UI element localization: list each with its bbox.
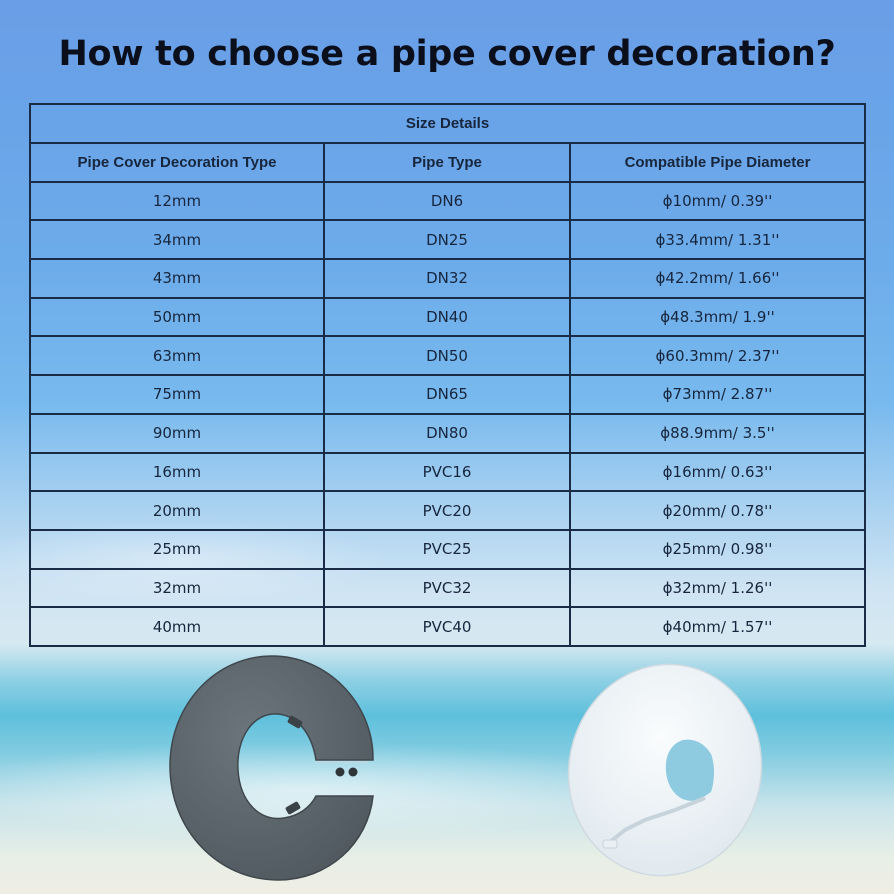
cell-cover-type: 25mm — [30, 530, 324, 569]
header-cover-type: Pipe Cover Decoration Type — [30, 143, 324, 182]
cell-cover-type: 63mm — [30, 336, 324, 375]
cell-pipe-diameter: ϕ60.3mm/ 2.37'' — [570, 336, 865, 375]
cell-cover-type: 34mm — [30, 220, 324, 259]
table-row — [30, 491, 865, 530]
cell-cover-type: 20mm — [30, 491, 324, 530]
cell-pipe-type: PVC40 — [324, 607, 570, 646]
cell-pipe-type: PVC25 — [324, 530, 570, 569]
size-details-table — [29, 103, 866, 647]
table-row — [30, 569, 865, 608]
cell-cover-type: 16mm — [30, 453, 324, 492]
cell-cover-type: 43mm — [30, 259, 324, 298]
table-row — [30, 220, 865, 259]
table-row — [30, 375, 865, 414]
cell-pipe-diameter: ϕ42.2mm/ 1.66'' — [570, 259, 865, 298]
cell-pipe-type: DN25 — [324, 220, 570, 259]
cell-cover-type: 12mm — [30, 182, 324, 221]
cell-pipe-diameter: ϕ88.9mm/ 3.5'' — [570, 414, 865, 453]
table-row — [30, 298, 865, 337]
cell-cover-type: 32mm — [30, 569, 324, 608]
cell-pipe-diameter: ϕ25mm/ 0.98'' — [570, 530, 865, 569]
cell-cover-type: 40mm — [30, 607, 324, 646]
cell-pipe-diameter: ϕ16mm/ 0.63'' — [570, 453, 865, 492]
header-pipe-type: Pipe Type — [324, 143, 570, 182]
header-pipe-diameter: Compatible Pipe Diameter — [570, 143, 865, 182]
cell-pipe-type: PVC16 — [324, 453, 570, 492]
cell-pipe-diameter: ϕ40mm/ 1.57'' — [570, 607, 865, 646]
cell-cover-type: 90mm — [30, 414, 324, 453]
table-row — [30, 182, 865, 221]
cell-pipe-type: DN80 — [324, 414, 570, 453]
cell-pipe-diameter: ϕ73mm/ 2.87'' — [570, 375, 865, 414]
table-row — [30, 414, 865, 453]
table-row — [30, 259, 865, 298]
cell-pipe-type: DN65 — [324, 375, 570, 414]
cell-cover-type: 75mm — [30, 375, 324, 414]
cell-pipe-type: PVC32 — [324, 569, 570, 608]
table-row — [30, 453, 865, 492]
page-title: How to choose a pipe cover decoration? — [58, 34, 836, 74]
cell-pipe-type: DN6 — [324, 182, 570, 221]
table-row — [30, 530, 865, 569]
cell-cover-type: 50mm — [30, 298, 324, 337]
cell-pipe-diameter: ϕ48.3mm/ 1.9'' — [570, 298, 865, 337]
table-row — [30, 607, 865, 646]
cell-pipe-type: DN40 — [324, 298, 570, 337]
table-header-row — [30, 143, 865, 182]
cell-pipe-type: DN32 — [324, 259, 570, 298]
table-caption: Size Details — [30, 104, 865, 143]
table-caption-row — [30, 104, 865, 143]
cell-pipe-diameter: ϕ10mm/ 0.39'' — [570, 182, 865, 221]
grey-pipe-cover-image — [168, 654, 378, 882]
cell-pipe-diameter: ϕ32mm/ 1.26'' — [570, 569, 865, 608]
white-pipe-cover-image — [565, 660, 765, 882]
cell-pipe-type: PVC20 — [324, 491, 570, 530]
cell-pipe-diameter: ϕ33.4mm/ 1.31'' — [570, 220, 865, 259]
cell-pipe-type: DN50 — [324, 336, 570, 375]
cell-pipe-diameter: ϕ20mm/ 0.78'' — [570, 491, 865, 530]
table-row — [30, 336, 865, 375]
